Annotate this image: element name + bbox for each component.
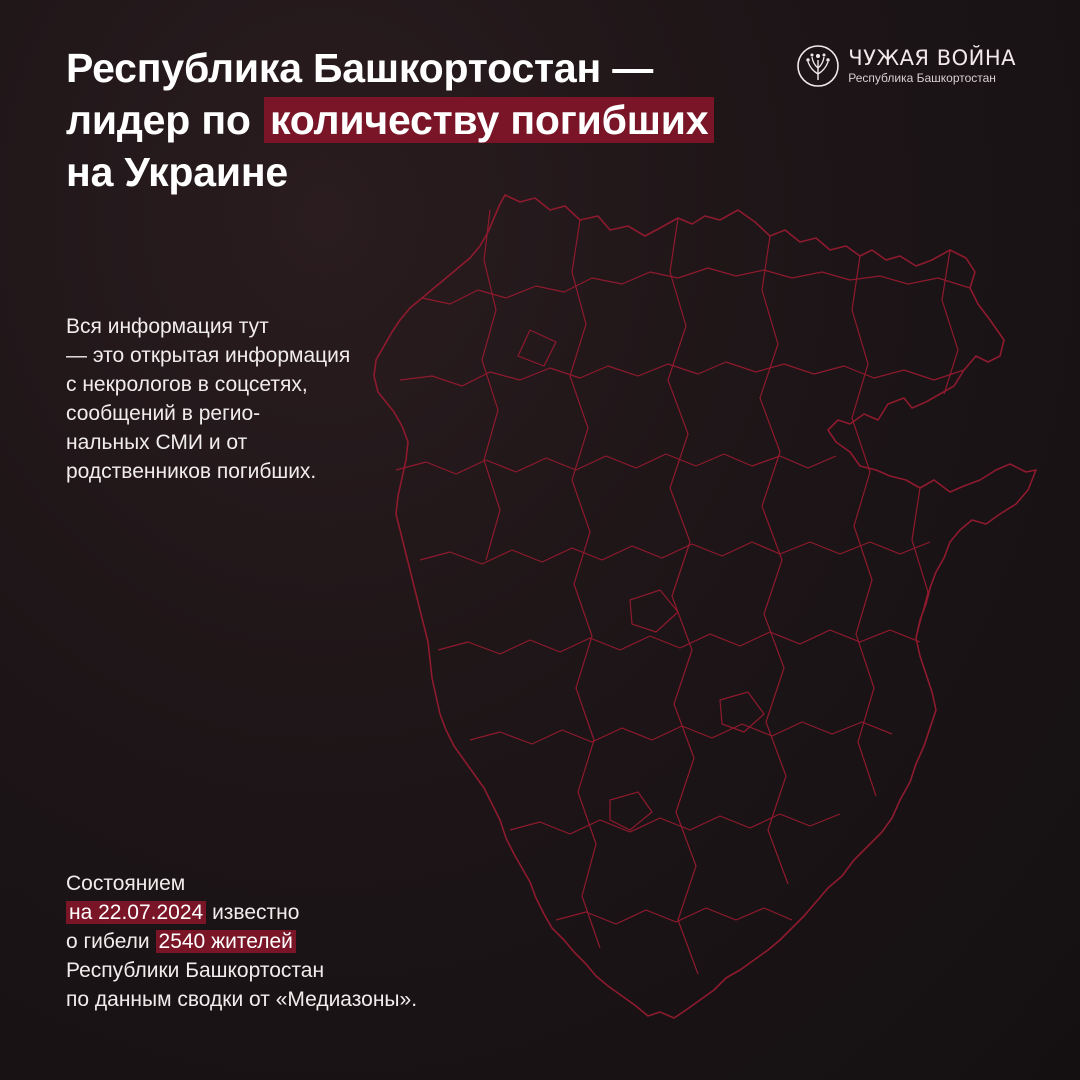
count-highlight: 2540 жителей [156, 930, 296, 953]
title-line-1: Республика Башкортостан — [66, 45, 654, 91]
logo-text [848, 47, 1016, 85]
status-line-2 [66, 898, 506, 927]
status-line-3 [66, 927, 506, 956]
status-line-5: по данным сводки от «Медиазоны». [66, 988, 418, 1011]
title-line-2 [66, 94, 786, 146]
district-borders [396, 210, 970, 974]
title-highlight: количеству погибших [264, 97, 714, 143]
status-line-1: Состоянием [66, 872, 186, 895]
title-line-2-prefix: лидер по [66, 97, 251, 143]
title-line-3: на Украине [66, 149, 289, 195]
status-line-4: Республики Башкортостан [66, 959, 325, 982]
info-line: с некрологов в соцсетях, [66, 373, 308, 396]
info-line: родственников погибших. [66, 460, 317, 483]
brand-logo [796, 44, 1016, 88]
info-line: сообщений в регио- [66, 402, 261, 425]
page-title [66, 42, 786, 198]
status-line-3-prefix: о гибели [66, 930, 150, 953]
info-line: Вся информация тут [66, 315, 269, 338]
logo-subtitle: Республика Башкортостан [848, 71, 996, 85]
info-line: нальных СМИ и от [66, 431, 248, 454]
info-line: — это открытая информация [66, 344, 351, 367]
flower-emblem-icon [796, 44, 840, 88]
status-line-2-rest: известно [212, 901, 300, 924]
info-paragraph [66, 312, 406, 486]
status-paragraph [66, 869, 506, 1014]
date-highlight: на 22.07.2024 [66, 901, 206, 924]
logo-name: ЧУЖАЯ ВОЙНА [848, 46, 1016, 70]
